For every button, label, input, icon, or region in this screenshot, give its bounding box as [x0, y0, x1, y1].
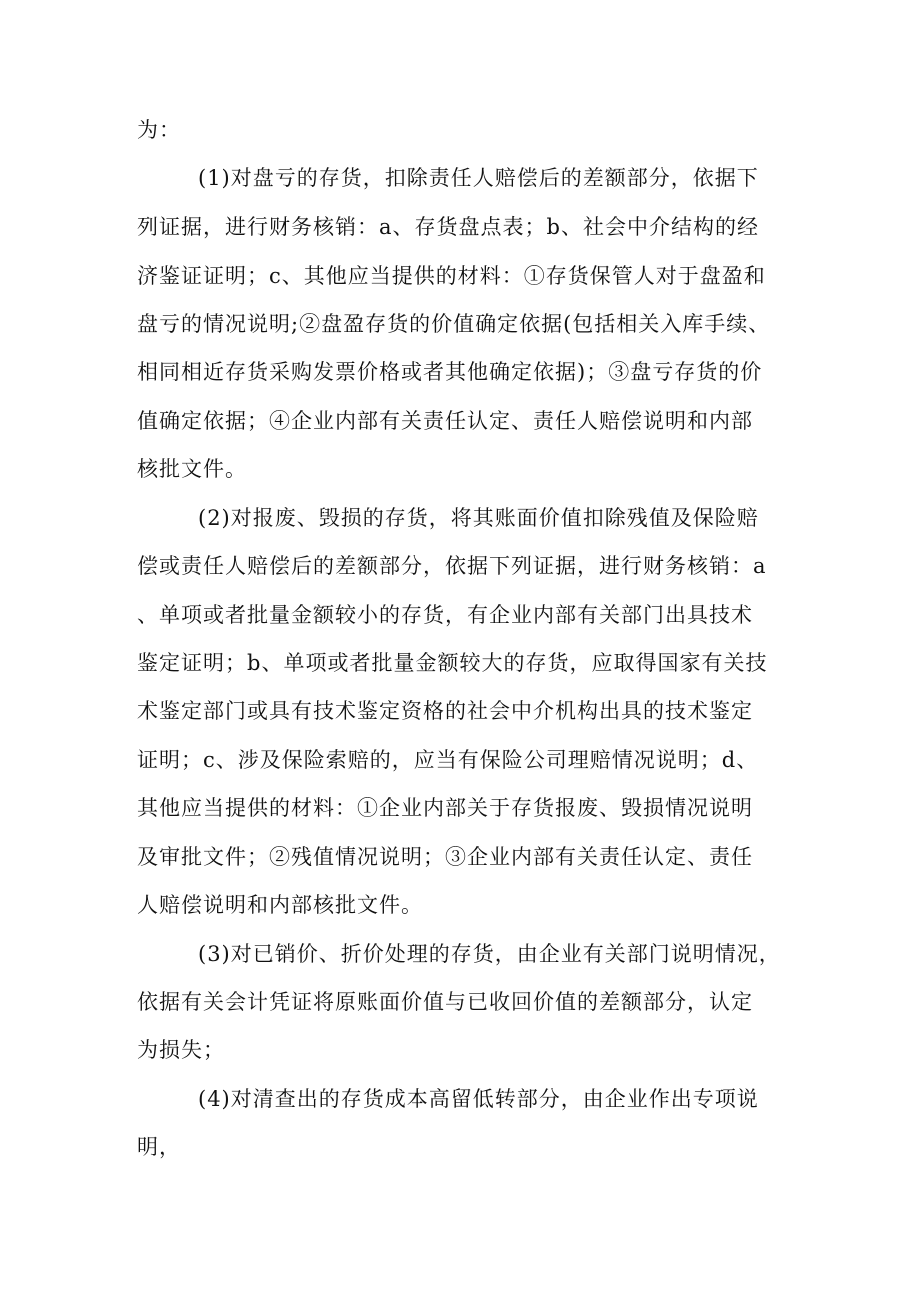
paragraph-2-line: 及审批文件；②残值情况说明；③企业内部有关责任认定、责任 [137, 845, 753, 869]
paragraph-2-line: 人赔偿说明和内部核批文件。 [137, 893, 423, 917]
paragraph-3-line: 依据有关会计凭证将原账面价值与已收回价值的差额部分，认定 [137, 990, 753, 1014]
paragraph-1-line: 相同相近存货采购发票价格或者其他确定依据)；③盘亏存货的价 [137, 360, 763, 384]
paragraph-1-line: (1)对盘亏的存货，扣除责任人赔偿后的差额部分，依据下 [198, 166, 759, 190]
paragraph-3-line: (3)对已销价、折价处理的存货，由企业有关部门说明情况， [198, 942, 781, 966]
paragraph-1-line: 值确定依据；④企业内部有关责任认定、责任人赔偿说明和内部 [137, 409, 753, 433]
paragraph-1-line: 盘亏的情况说明;②盘盈存货的价值确定依据(包括相关入库手续、 [137, 312, 771, 336]
text-line: 为： [137, 118, 181, 142]
paragraph-2-line: 其他应当提供的材料：①企业内部关于存货报废、毁损情况说明 [137, 796, 753, 820]
paragraph-1-line: 列证据，进行财务核销：a、存货盘点表；b、社会中介结构的经 [137, 215, 759, 239]
paragraph-2-line: 鉴定证明；b、单项或者批量金额较大的存货，应取得国家有关技 [137, 651, 768, 675]
paragraph-1-line: 济鉴证证明；c、其他应当提供的材料：①存货保管人对于盘盈和 [137, 264, 766, 288]
paragraph-4-line: (4)对清查出的存货成本高留低转部分，由企业作出专项说 [198, 1087, 759, 1111]
paragraph-2-line: 偿或责任人赔偿后的差额部分，依据下列证据，进行财务核销：a [137, 554, 767, 578]
paragraph-2-line: 术鉴定部门或具有技术鉴定资格的社会中介机构出具的技术鉴定 [137, 699, 753, 723]
paragraph-3-line: 为损失； [137, 1038, 225, 1062]
paragraph-2-line: 、单项或者批量金额较小的存货，有企业内部有关部门出具技术 [137, 603, 753, 627]
paragraph-2-line: 证明；c、涉及保险索赔的，应当有保险公司理赔情况说明；d、 [137, 748, 759, 772]
paragraph-2-line: (2)对报废、毁损的存货，将其账面价值扣除残值及保险赔 [198, 506, 759, 530]
paragraph-1-line: 核批文件。 [137, 457, 247, 481]
paragraph-4-line: 明， [137, 1135, 181, 1159]
